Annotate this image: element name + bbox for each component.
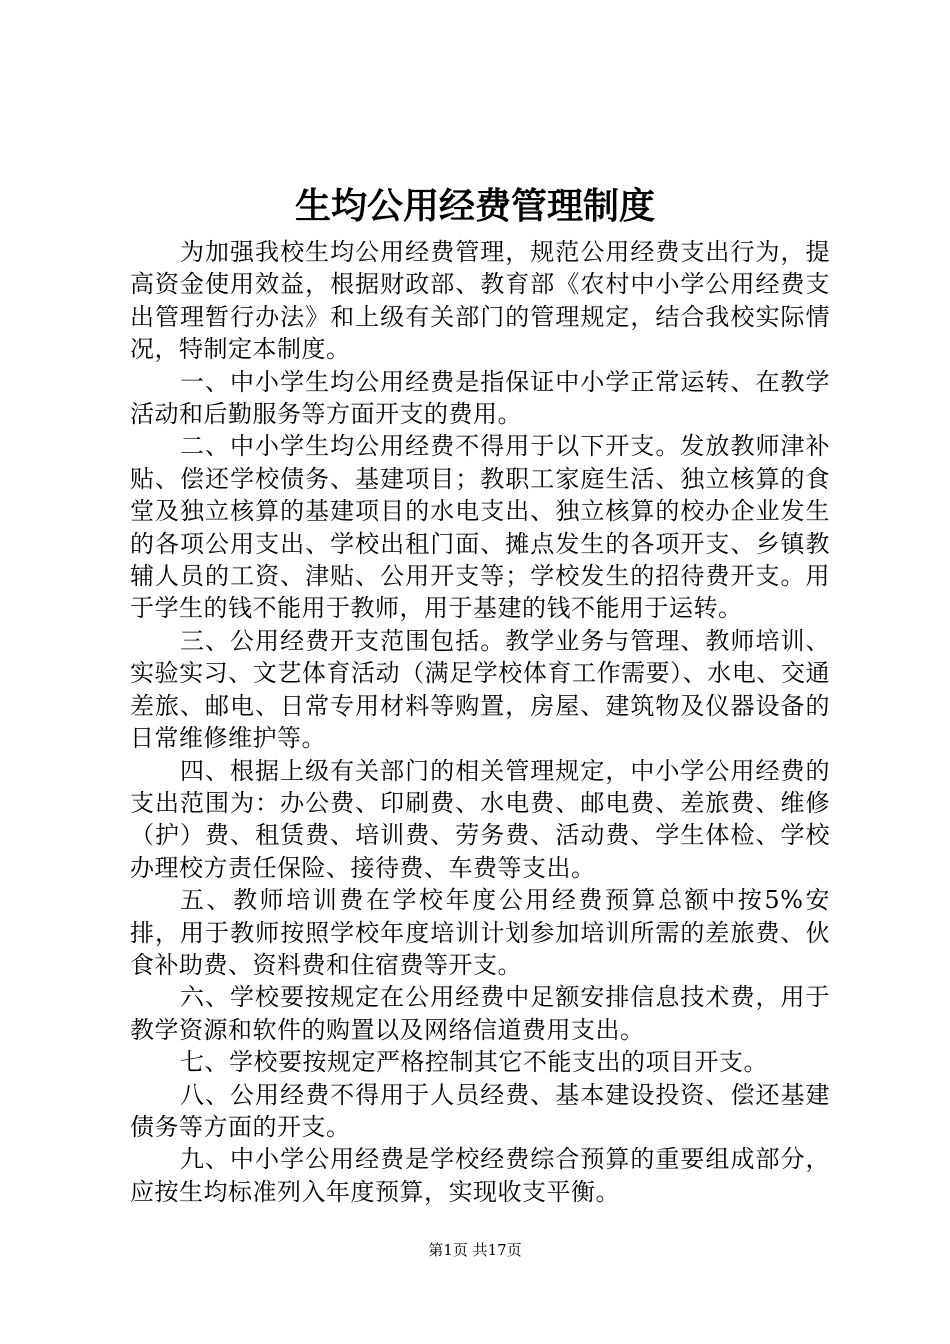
page-number-footer: 第1页 共17页 xyxy=(428,1241,522,1259)
paragraph-intro: 为加强我校生均公用经费管理，规范公用经费支出行为，提高资金使用效益，根据财政部、教育部《农村中小学公用经费支出管理暂行办法》和上级有关部门的管理规定，结合我校实际情况，特制定本制度。 xyxy=(130,238,830,364)
paragraph-item-5: 五、教师培训费在学校年度公用经费预算总额中按5%安排，用于教师按照学校年度培训计划参加培训所需的差旅费、伙食补助费、资料费和住宿费等开支。 xyxy=(130,886,830,979)
paragraph-item-9: 九、中小学公用经费是学校经费综合预算的重要组成部分，应按生均标准列入年度预算，实现收支平衡。 xyxy=(130,1145,830,1206)
paragraph-item-2: 二、中小学生均公用经费不得用于以下开支。发放教师津补贴、偿还学校债务、基建项目；教职工家庭生活、独立核算的食堂及独立核算的基建项目的水电支出、独立核算的校办企业发生的各项公用支出、学校出租门面、摊点发生的各项开支、乡镇教辅人员的工资、津贴、公用开支等；学校发生的招待费开支。用于学生的钱不能用于教师，用于基建的钱不能用于运转。 xyxy=(130,432,830,623)
document-body xyxy=(130,236,830,1208)
document-title: 生均公用经费管理制度 xyxy=(294,186,655,227)
paragraph-item-1: 一、中小学生均公用经费是指保证中小学正常运转、在教学活动和后勤服务等方面开支的费用。 xyxy=(130,367,830,429)
paragraph-item-4: 四、根据上级有关部门的相关管理规定，中小学公用经费的支出范围为：办公费、印刷费、水电费、邮电费、差旅费、维修（护）费、租赁费、培训费、劳务费、活动费、学生体检、学校办理校方责任保险、接待费、车费等支出。 xyxy=(130,756,830,882)
paragraph-item-7: 七、学校要按规定严格控制其它不能支出的项目开支。 xyxy=(180,1048,768,1077)
paragraph-item-3: 三、公用经费开支范围包括。教学业务与管理、教师培训、实验实习、文艺体育活动（满足学校体育工作需要）、水电、交通差旅、邮电、日常专用材料等购置，房屋、建筑物及仪器设备的日常维修维护等。 xyxy=(130,626,830,753)
paragraph-item-6: 六、学校要按规定在公用经费中足额安排信息技术费，用于教学资源和软件的购置以及网络信道费用支出。 xyxy=(130,983,830,1044)
paragraph-item-8: 八、公用经费不得用于人员经费、基本建设投资、偿还基建债务等方面的开支。 xyxy=(130,1080,830,1141)
